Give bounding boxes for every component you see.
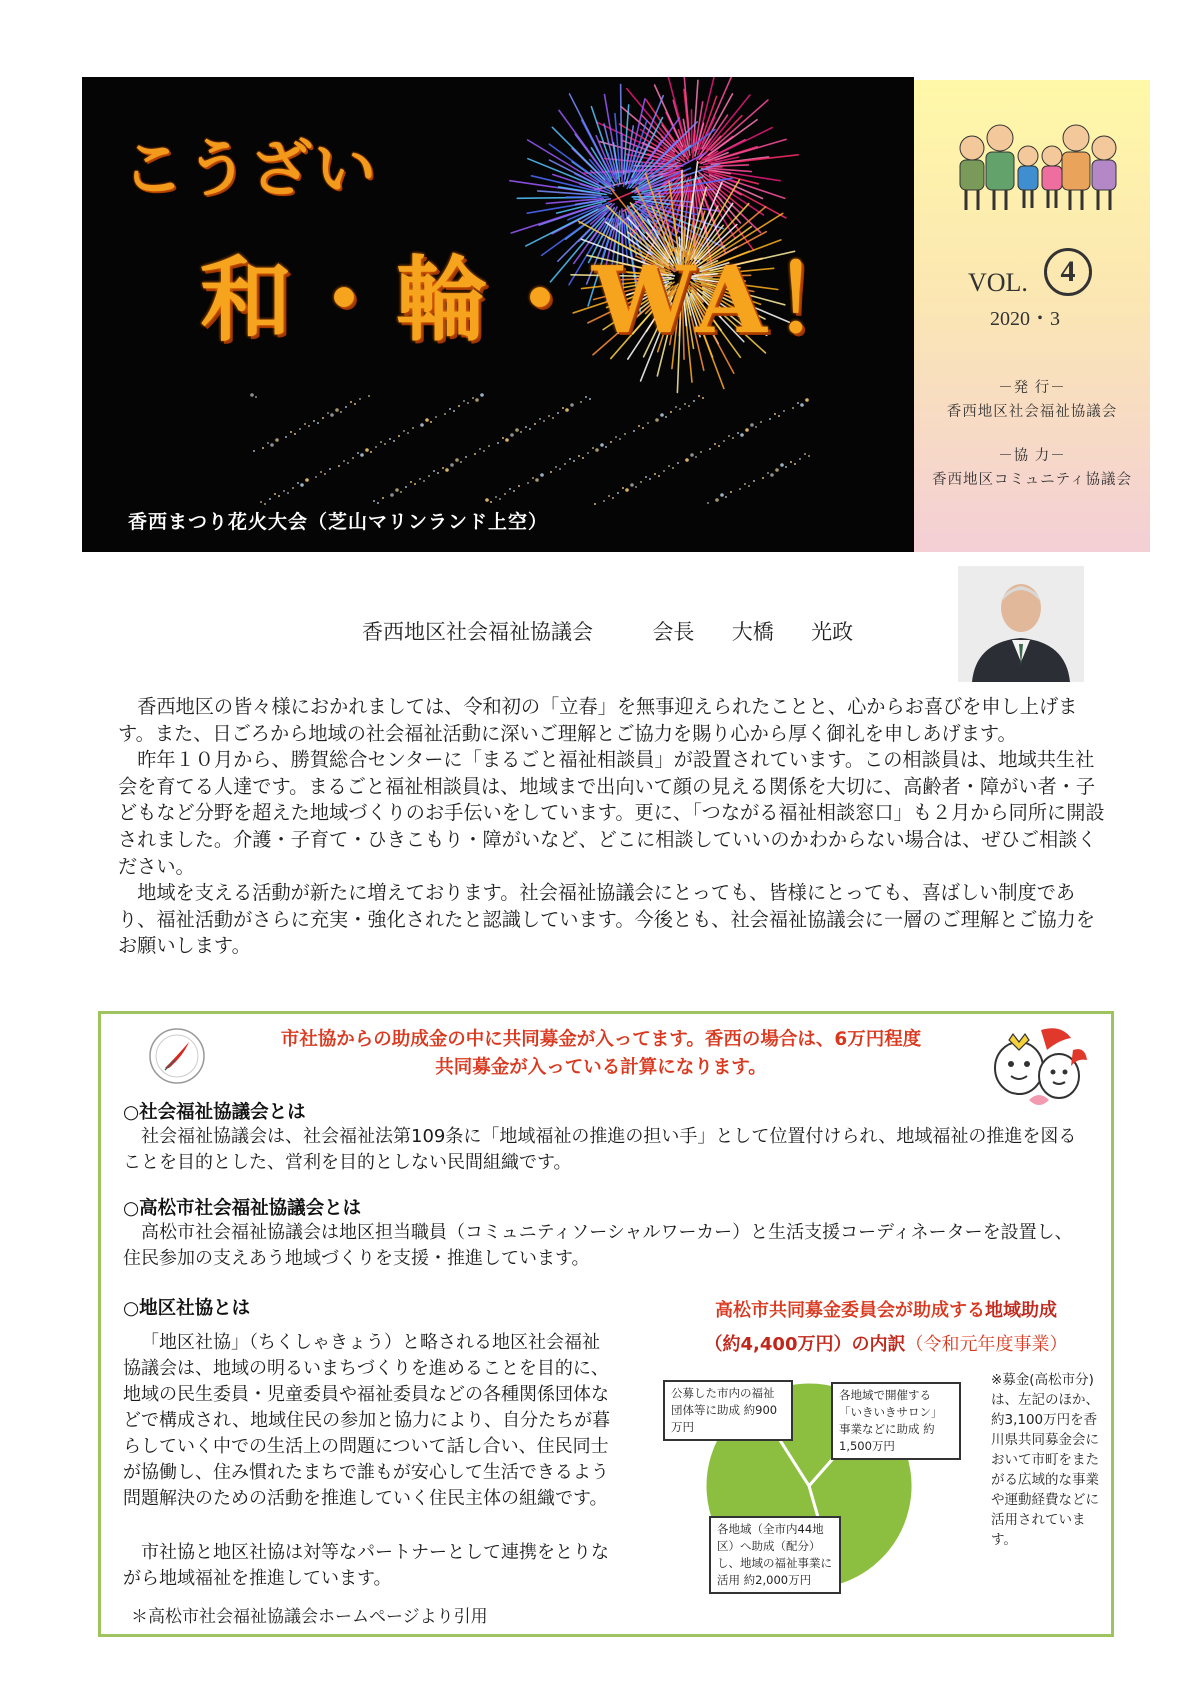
- pie-label-salon: 各地域で開催する「いきいきサロン」事業などに助成 約1,500万円: [831, 1382, 961, 1460]
- section-title: ○地区社協とは: [123, 1298, 251, 1319]
- source-note: ＊高松市社会福祉協議会ホームページより引用: [131, 1607, 488, 1627]
- message-paragraph: 香西地区の皆々様におかれましては、令和初の「立春」を無事迎えられたことと、心からお喜びを申し上げます。また、日ごろから地域の社会福祉活動に深いご理解とご協力を賜り心から厚く御礼を申しあげます。: [118, 695, 1078, 745]
- cooperator-name: 香西地区コミュニティ協議会: [931, 472, 1133, 488]
- section-title: ○高松市社会福祉協議会とは: [123, 1198, 362, 1219]
- portrait-photo-icon: [958, 566, 1084, 682]
- chart-title-part1: 高松市共同募金委員会が助成する: [715, 1300, 985, 1321]
- issue-date: 2020・3: [990, 308, 1060, 330]
- section-body: 社会福祉協議会は、社会福祉法第109条に「地域福祉の推進の担い手」として位置付けられ、地域福祉の推進を図ることを目的とした、営利を目的としない民間組織です。: [123, 1126, 1077, 1173]
- photo-caption: 香西まつり花火大会（芝山マリンランド上空）: [128, 511, 549, 533]
- message-paragraph: 地域を支える活動が新たに増えております。社会福祉協議会にとっても、皆様にとっても、喜ばしい制度であり、福祉活動がさらに充実・強化されたと認識しています。今後とも、社会福祉協議会に一層のご理解とご協力をお願いします。: [118, 881, 1096, 958]
- cooperation-heading: －協 力－: [998, 448, 1066, 464]
- newsletter-title: 和・輪・WA！: [200, 246, 871, 354]
- family-illustration-icon: [952, 118, 1122, 213]
- president-family-name: 大橋: [731, 620, 774, 644]
- chart-title-part5: （令和元年度事業）: [905, 1334, 1068, 1355]
- pie-label-public-groups: 公募した市内の福祉団体等に助成 約900万円: [663, 1380, 793, 1441]
- red-feather-emblem-icon: [147, 1026, 207, 1086]
- header-photo: [82, 77, 914, 552]
- president-organization: 香西地区社会福祉協議会: [362, 620, 593, 644]
- message-paragraph: 昨年１０月から、勝賀総合センターに「まるごと福祉相談員」が設置されています。この相談員は、地域共生社会を育てる人達です。まるごと福祉相談員は、地域まで出向いて顔の見える関係を大切に、高齢者・障がい者・子どもなど分野を超えた地域づくりのお手伝いをしています。更に、「つながる福祉相談窓口」も２月から同所に開設されました。介護・子育て・ひきこもり・障がいなど、どこに相談していいのかわからない場合は、ぜひご相談ください。: [118, 748, 1105, 878]
- section-body-2: 市社協と地区社協は対等なパートナーとして連携をとりながら地域福祉を推進しています。: [123, 1542, 609, 1589]
- volume-number: 4: [1044, 248, 1092, 296]
- volume-label: VOL.: [968, 268, 1028, 297]
- info-box: [98, 1011, 1114, 1637]
- chart-title: [661, 1294, 1111, 1362]
- president-byline: [362, 616, 853, 646]
- issue-info-panel: [914, 80, 1150, 552]
- chart-title-part3: （約4,400万円）: [704, 1334, 852, 1355]
- section-title: ○社会福祉協議会とは: [123, 1102, 306, 1123]
- notice-text: [231, 1026, 971, 1082]
- pie-label-districts: 各地域（全市内44地区）へ助成（配分）し、地域の福祉事業に活用 約2,000万円: [709, 1516, 841, 1594]
- president-message: [118, 694, 1106, 960]
- publisher-heading: －発 行－: [998, 380, 1066, 396]
- city-lights: [250, 393, 810, 505]
- notice-line1: 市社協からの助成金の中に共同募金が入ってます。香西の場合は、6万円程度: [280, 1029, 922, 1050]
- chart-title-part4: の内訳: [851, 1334, 906, 1355]
- president-role: 会長: [652, 620, 695, 644]
- president-given-name: 光政: [811, 620, 854, 644]
- publisher-name: 香西地区社会福祉協議会: [946, 404, 1118, 420]
- section-body: 高松市社会福祉協議会は地区担当職員（コミュニティソーシャルワーカー）と生活支援コーディネーターを設置し、住民参加の支えあう地域づくりを支援・推進しています。: [123, 1222, 1073, 1269]
- chart-title-part2: 地域助成: [985, 1300, 1057, 1321]
- president-portrait: [958, 566, 1084, 682]
- title-line1: こうざい: [122, 132, 379, 205]
- notice-line2: 共同募金が入っている計算になります。: [435, 1057, 767, 1078]
- chart-note: ※募金(高松市分)は、左記のほか、約3,100万円を香川県共同募金会において市町をまたがる広域的な事業や運動経費などに活用されています。: [991, 1372, 1099, 1548]
- mascot-characters-icon: [981, 1020, 1091, 1110]
- section-body: 「地区社協」（ちくしゃきょう）と略される地区社会福祉協議会は、地域の明るいまちづくりを進めることを目的に、地域の民生委員・児童委員や福祉委員などの各種関係団体などで構成され、地域住民の参加と協力により、自分たちが暮らしていく中での生活上の問題について話し合い、住民同士が協働し、住み慣れたまちで誰もが安心して生活できるよう問題解決のための活動を推進していく住民主体の組織です。: [123, 1332, 611, 1509]
